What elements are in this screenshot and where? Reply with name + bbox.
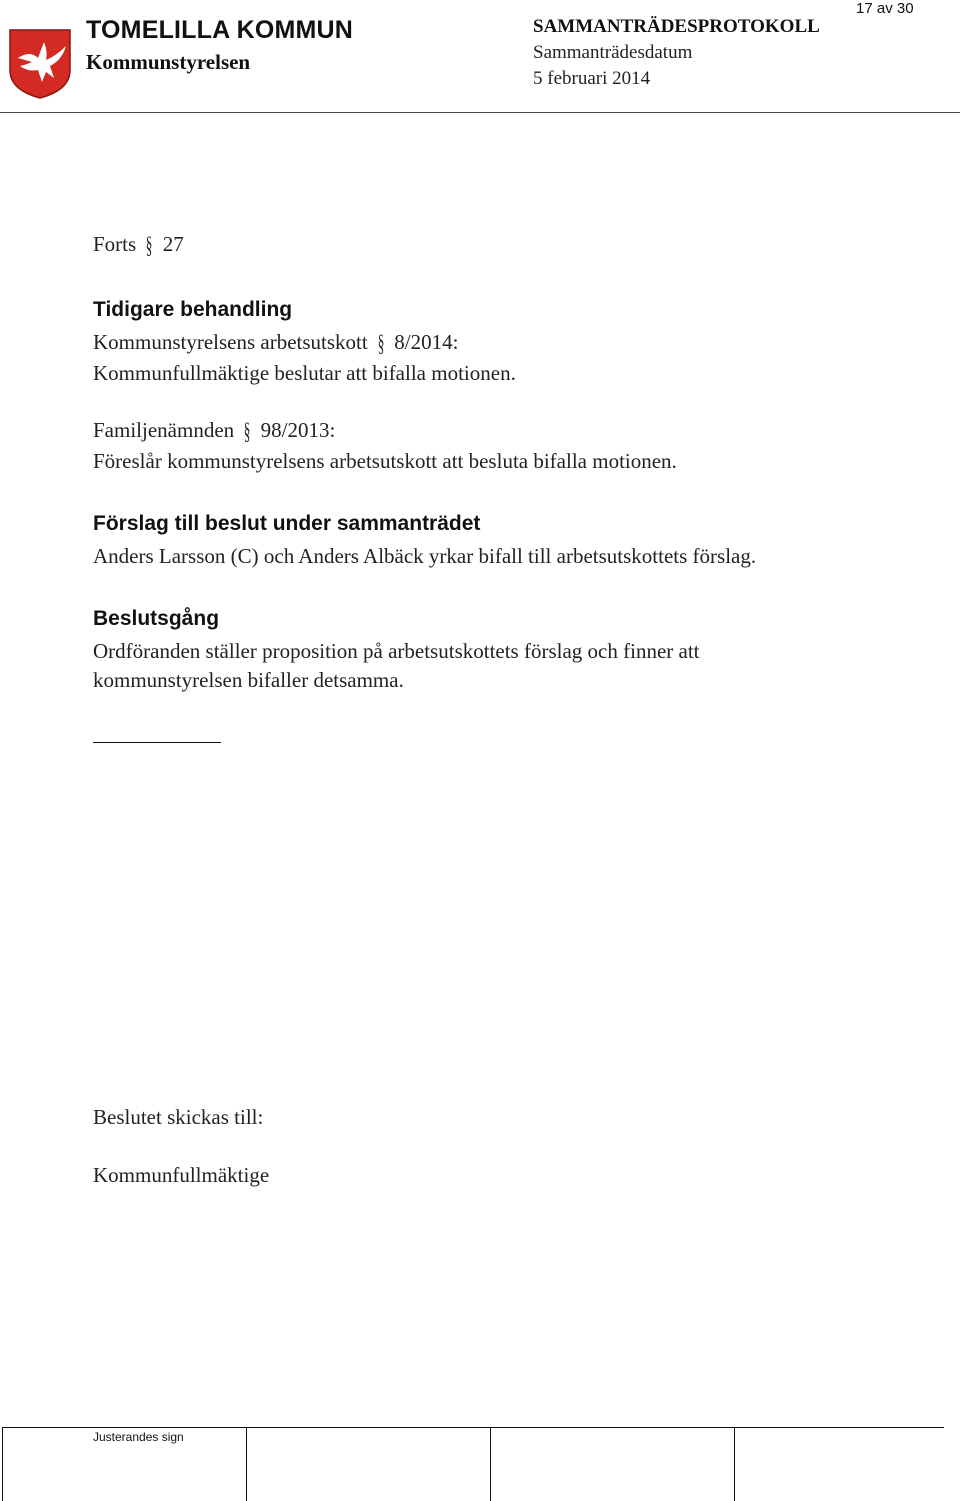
earlier-item-1-ref: 8/2014: [394,330,459,354]
document-body [93,230,893,695]
earlier-item-1-header [93,328,893,359]
signature-label: Justerandes sign [93,1430,184,1444]
signature-cell[interactable] [734,1428,735,1501]
signature-cell[interactable] [246,1428,247,1501]
organization-department: Kommunstyrelsen [86,50,251,74]
header-divider [0,112,960,113]
section-sign-icon: § [377,331,385,357]
meeting-date-label: Sammanträdesdatum [533,42,693,63]
earlier-item-1-text: Kommunfullmäktige beslutar att bifalla motionen. [93,361,516,385]
signature-cell[interactable] [490,1428,491,1501]
proposal-text: Anders Larsson (C) och Anders Albäck yrkar bifall till arbetsutskottets förslag. [93,544,757,568]
distribution-recipient: Kommunfullmäktige [93,1163,270,1187]
proposal-heading: Förslag till beslut under sammanträdet [93,512,481,535]
page-indicator: 17 av 30 [856,0,914,17]
earlier-item-2-header [93,416,893,447]
continuation-prefix: Forts [93,232,137,256]
signature-cell[interactable] [2,1428,3,1501]
earlier-item-2-text: Föreslår kommunstyrelsens arbetsutskott att besluta bifalla motionen. [93,449,677,473]
continuation-line [93,230,893,261]
earlier-item-1-org: Kommunstyrelsens arbetsutskott [93,330,368,354]
section-sign-icon: § [244,419,251,445]
continuation-paragraph: 27 [162,232,184,256]
procedure-heading: Beslutsgång [93,607,220,630]
meeting-date-value: 5 februari 2014 [533,68,651,89]
section-sign-icon: § [146,233,153,259]
earlier-item-2-org: Familjenämnden [93,418,235,442]
earlier-item-2-ref: 98/2013: [260,418,336,442]
section-end-rule [93,742,221,743]
document-type: SAMMANTRÄDESPROTOKOLL [533,16,820,37]
municipal-crest-bird-icon [8,28,72,100]
distribution-label: Beslutet skickas till: [93,1105,264,1129]
earlier-handling-heading: Tidigare behandling [93,298,293,321]
organization-name: TOMELILLA KOMMUN [86,16,354,44]
procedure-text: Ordföranden ställer proposition på arbetsutskottets förslag och finner att kommunstyrelsen bifaller detsamma. [93,639,700,692]
